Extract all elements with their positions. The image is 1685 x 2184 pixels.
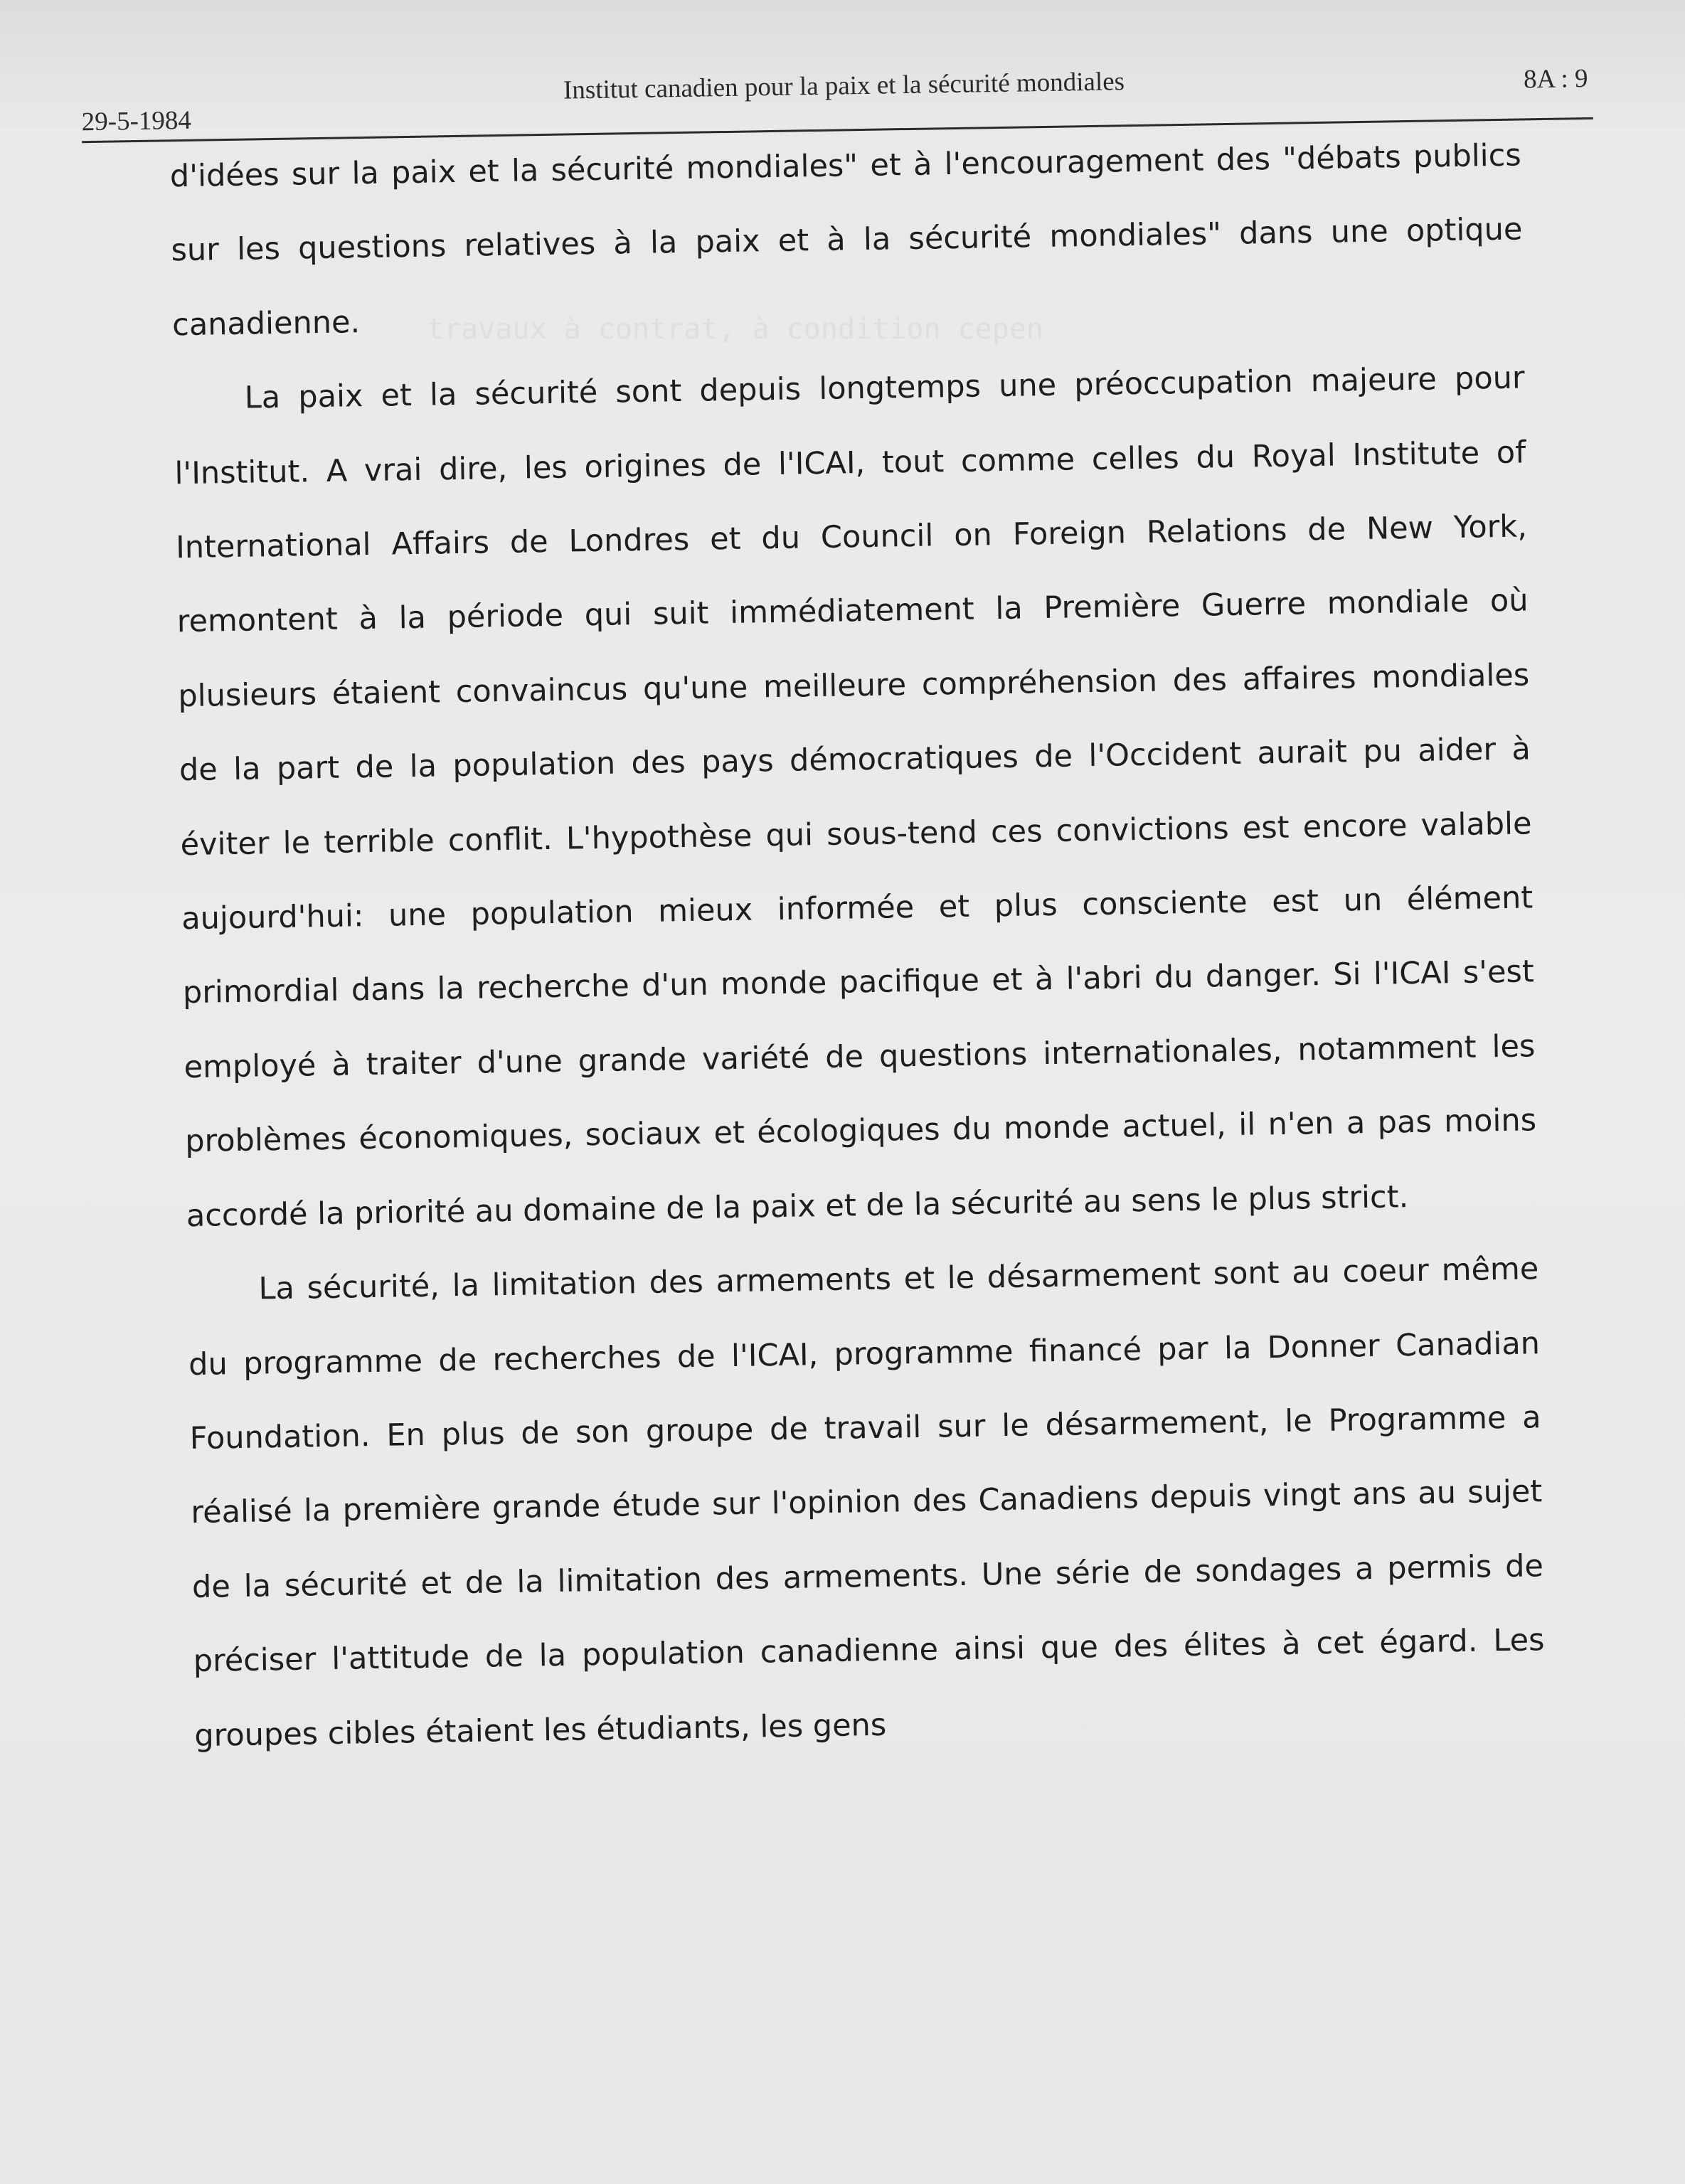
paragraph-research-program: La sécurité, la limitation des armements et le désarmement sont au coeur même du programme de recherches de l'ICAI, programme financé par la Donner Canadian Foundation. En plus de son groupe de travail sur le désarmement, le Programme a réalisé la première grande étude sur l'opinion des Canadiens depuis vingt ans au sujet de la sécurité et de la limitation des armements. Une série de sondages a permis de préciser l'attitude de la population canadienne ainsi que des élites à cet égard. Les groupes cibles étaient les étudiants, les gens — [188, 1251, 1545, 1754]
paragraph-peace-security: La paix et la sécurité sont depuis longtemps une préoccupation majeure pour l'Institut. A vrai dire, les origines de l'ICAI, tout comme celles du Royal Institute of International Affairs de Londres et du Council on Foreign Relations de New York, remontent à la période qui suit immédiatement la Première Guerre mondiale où plusieurs étaient convaincus qu'une meilleure compréhension des affaires mondiales de la part de la population des pays démocratiques de l'Occident aurait pu aider à éviter le terrible conflit. L'hypothèse qui sous-tend ces convictions est encore valable aujourd'hui: une population mieux informée et plus consciente est un élément primordial dans la recherche d'un monde pacifique et à l'abri du danger. Si l'ICAI s'est employé à traiter d'une grande variété de questions internationales, notamment les problèmes économiques, sociaux et écologiques du monde actuel, il n'en a pas moins accordé la priorité au domaine de la paix et de la sécurité au sens le plus strict. — [174, 360, 1537, 1234]
document-body — [169, 118, 1546, 1772]
header-date: 29-5-1984 — [81, 105, 192, 137]
header-title: Institut canadien pour la paix et la sécurité mondiales — [563, 67, 1125, 105]
header-page-number: 8A : 9 — [1523, 63, 1588, 95]
paragraph-continuation: d'idées sur la paix et la sécurité mondiales" et à l'encouragement des "débats publics sur les questions relatives à la paix et à la sécurité mondiales" dans une optique canadienne. — [169, 137, 1523, 343]
